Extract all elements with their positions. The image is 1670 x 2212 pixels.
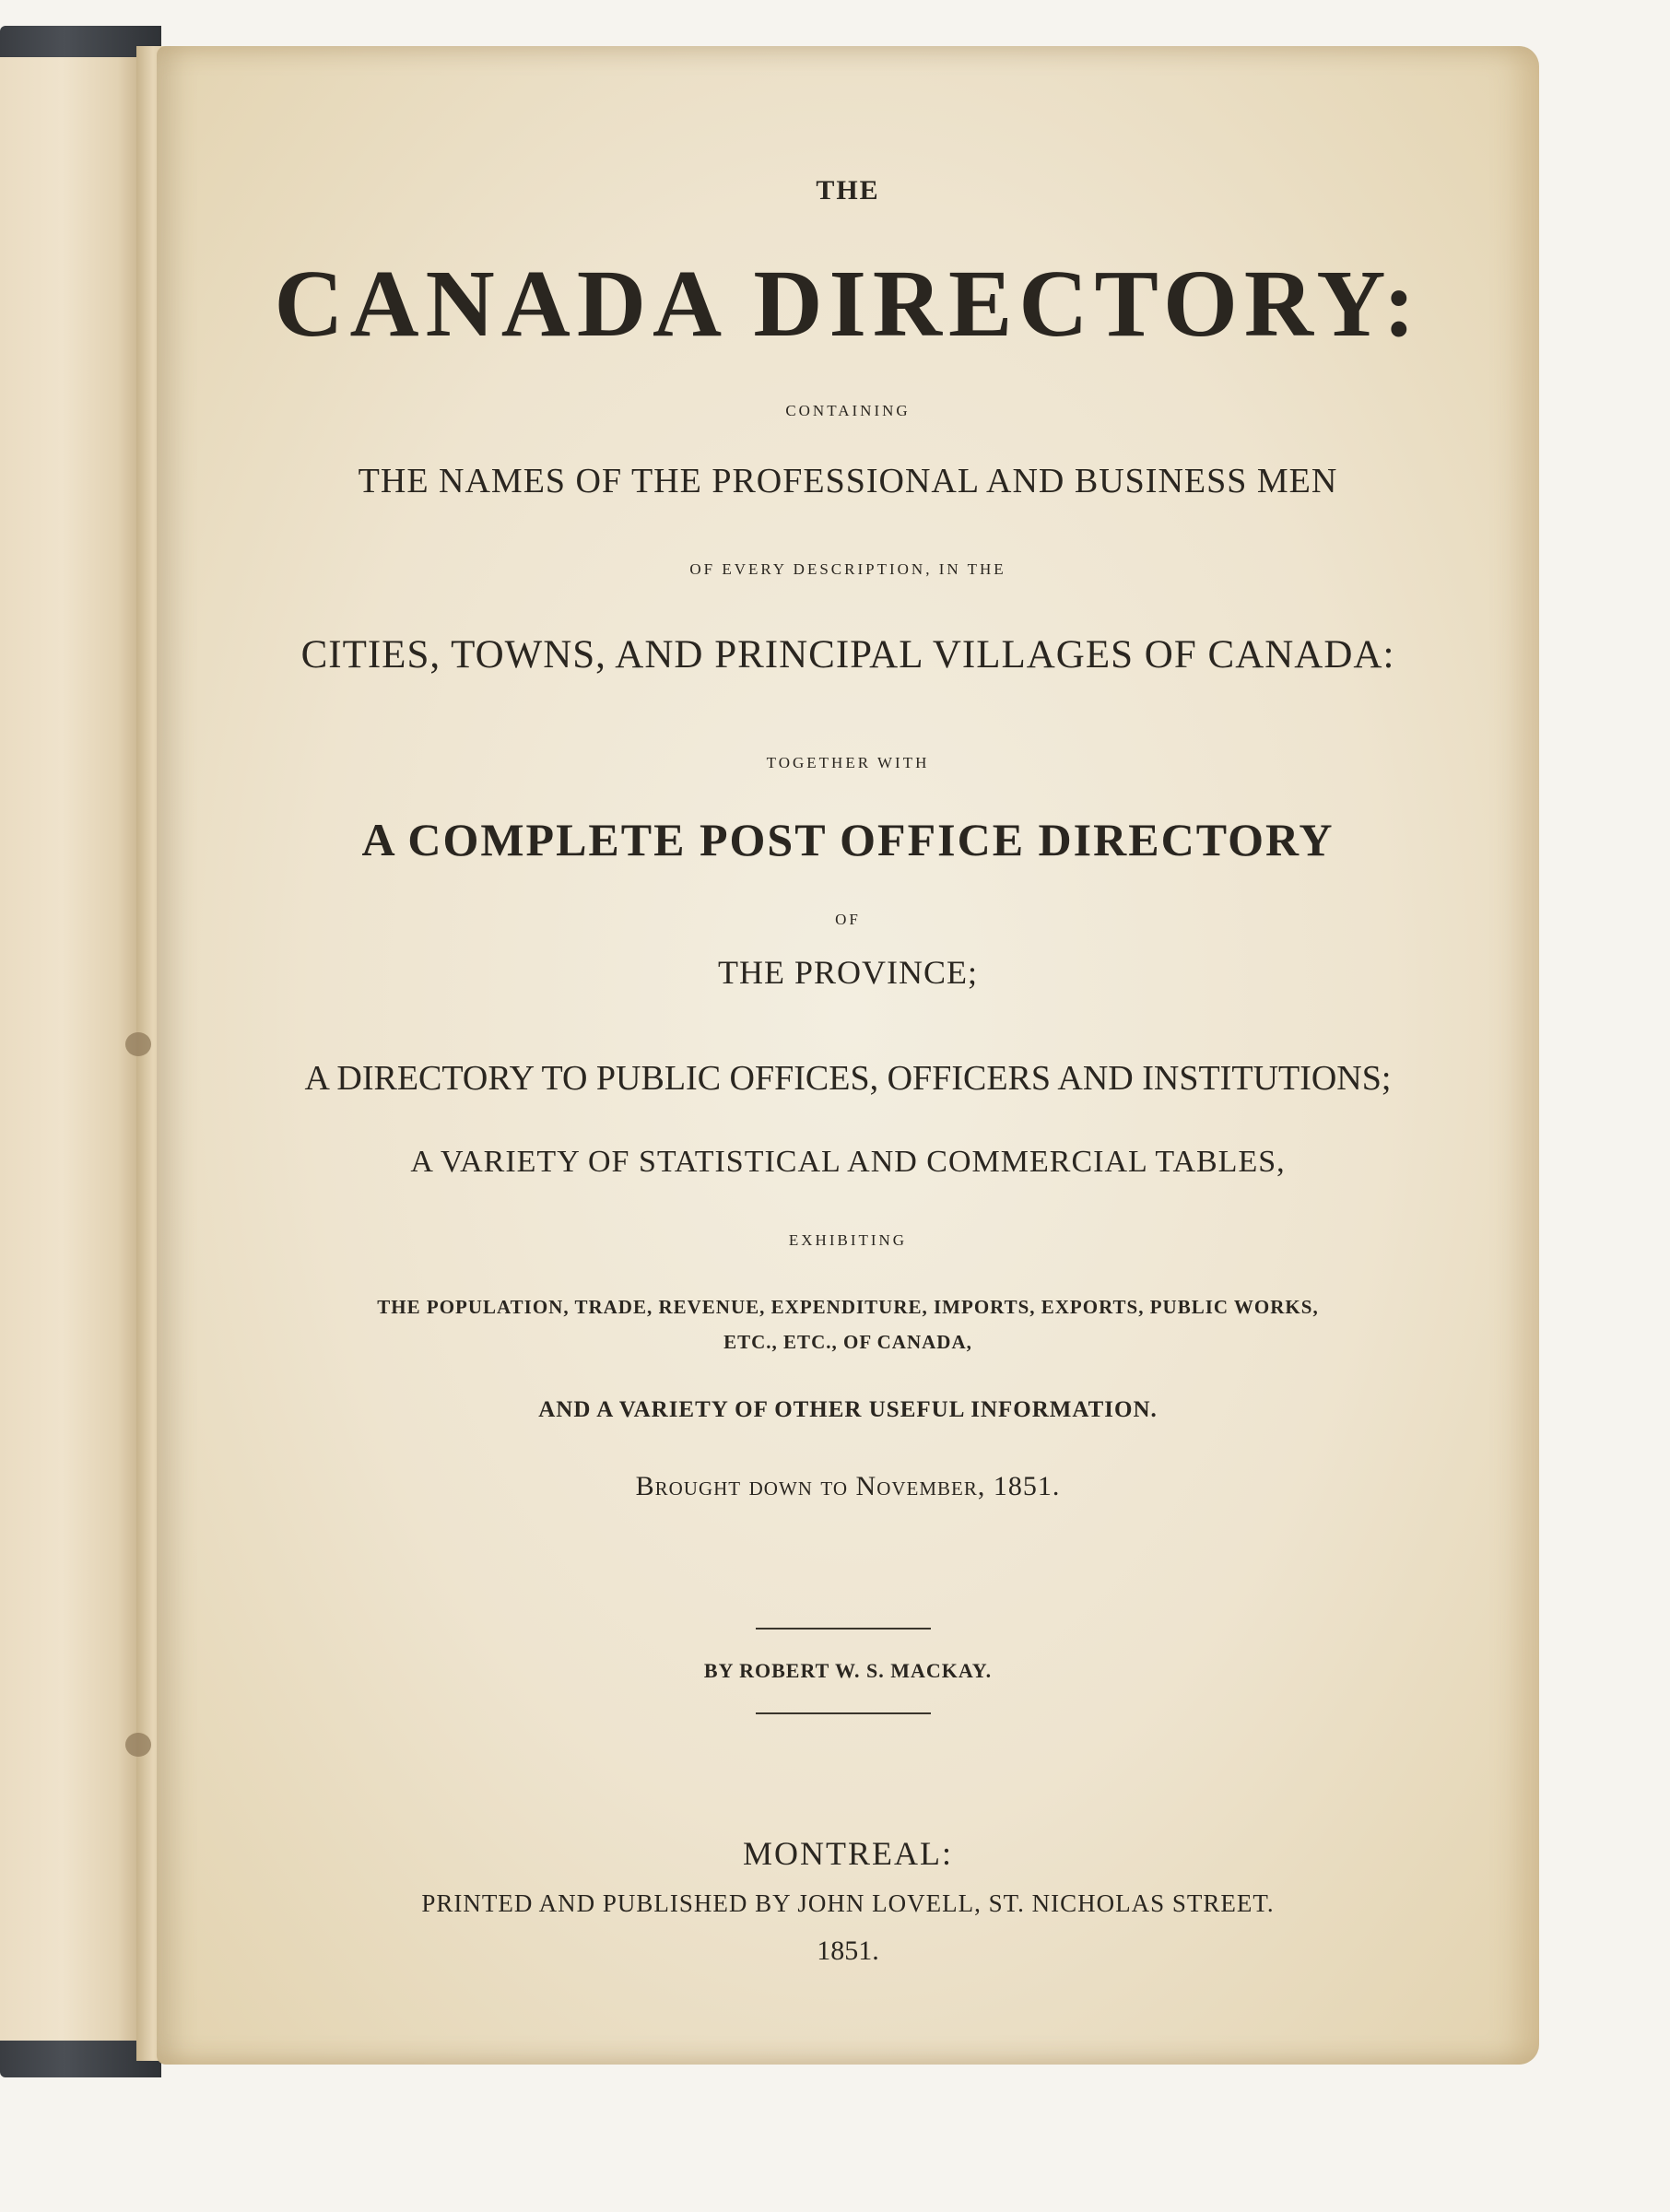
- province-line: THE PROVINCE;: [718, 954, 978, 991]
- other-info-line: AND A VARIETY OF OTHER USEFUL INFORMATION.: [538, 1397, 1158, 1422]
- flyleaf-page: [0, 57, 140, 2041]
- main-title: CANADA DIRECTORY:: [274, 251, 1422, 357]
- exhibiting-line: EXHIBITING: [788, 1231, 908, 1249]
- city-line: MONTREAL:: [743, 1835, 953, 1872]
- post-office-line: A COMPLETE POST OFFICE DIRECTORY: [361, 814, 1335, 865]
- divider-bottom: [756, 1712, 931, 1714]
- brought-down-line: Brought down to November, 1851.: [635, 1471, 1061, 1501]
- year-line: 1851.: [817, 1936, 879, 1966]
- of-line: OF: [835, 911, 861, 928]
- printer-line: PRINTED AND PUBLISHED BY JOHN LOVELL, ST. NICHOLAS STREET.: [421, 1889, 1275, 1917]
- public-offices-line: A DIRECTORY TO PUBLIC OFFICES, OFFICERS AND INSTITUTIONS;: [304, 1059, 1392, 1098]
- together-with-line: TOGETHER WITH: [766, 754, 930, 771]
- binding-stitch: [125, 1733, 151, 1757]
- title-page: [157, 46, 1539, 2065]
- description-line: OF EVERY DESCRIPTION, IN THE: [689, 560, 1006, 578]
- containing-line: CONTAINING: [785, 402, 911, 419]
- divider-top: [756, 1628, 931, 1630]
- title-article: THE: [816, 175, 880, 206]
- cities-line: CITIES, TOWNS, AND PRINCIPAL VILLAGES OF CANADA:: [300, 633, 1395, 677]
- author-line: BY ROBERT W. S. MACKAY.: [703, 1659, 993, 1682]
- tables-line: A VARIETY OF STATISTICAL AND COMMERCIAL TABLES,: [410, 1145, 1286, 1179]
- population-line-1: THE POPULATION, TRADE, REVENUE, EXPENDITURE, IMPORTS, EXPORTS, PUBLIC WORKS,: [377, 1296, 1319, 1318]
- names-line: THE NAMES OF THE PROFESSIONAL AND BUSINESS MEN: [358, 462, 1338, 500]
- binding-stitch: [125, 1032, 151, 1056]
- population-line-2: ETC., ETC., OF CANADA,: [723, 1331, 972, 1353]
